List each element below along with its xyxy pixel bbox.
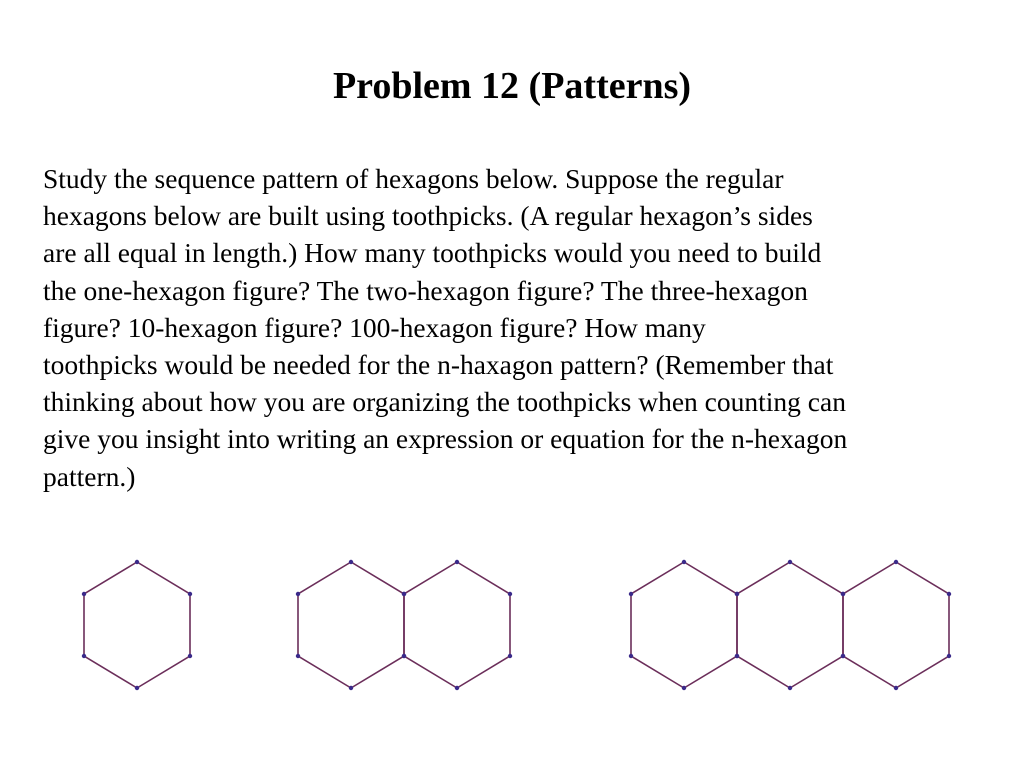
- hexagon-vertex: [508, 592, 512, 596]
- problem-text-line: are all equal in length.) How many toothpicks would you need to build: [43, 237, 822, 269]
- hexagon-vertex: [135, 686, 139, 690]
- hexagon-vertex: [82, 592, 86, 596]
- problem-text: [43, 160, 993, 495]
- problem-text-line: the one-hexagon figure? The two-hexagon figure? The three-hexagon: [43, 274, 808, 306]
- hexagon-vertex: [508, 654, 512, 658]
- hexagon: [631, 562, 737, 688]
- hexagon-vertex: [296, 592, 300, 596]
- hexagon-vertex: [188, 592, 192, 596]
- hexagon-vertex: [629, 654, 633, 658]
- hexagon-vertex: [788, 686, 792, 690]
- hexagon-vertex: [455, 686, 459, 690]
- hexagon-vertex: [349, 686, 353, 690]
- hexagon-vertex: [188, 654, 192, 658]
- hexagon-vertex: [135, 560, 139, 564]
- hexagon-vertex: [629, 592, 633, 596]
- problem-text-line: toothpicks would be needed for the n-haxagon pattern? (Remember that: [43, 349, 834, 381]
- problem-text-line: thinking about how you are organizing the toothpicks when counting can: [43, 386, 846, 418]
- hexagon: [843, 562, 949, 688]
- problem-text-line: hexagons below are built using toothpicks. (A regular hexagon’s sides: [43, 200, 813, 232]
- hexagon-vertex: [296, 654, 300, 658]
- hexagon-figure-2: [296, 560, 512, 690]
- hexagon-vertex: [841, 592, 845, 596]
- hexagon-vertex: [894, 686, 898, 690]
- hexagon: [737, 562, 843, 688]
- hexagon-vertex: [735, 654, 739, 658]
- hexagon: [84, 562, 190, 688]
- hexagon-figure-1: [82, 560, 192, 690]
- hexagon-vertex: [82, 654, 86, 658]
- hexagon-vertex: [947, 654, 951, 658]
- hexagon-vertex: [455, 560, 459, 564]
- hexagon-vertex: [947, 592, 951, 596]
- hexagon-vertex: [349, 560, 353, 564]
- problem-text-line: figure? 10-hexagon figure? 100-hexagon figure? How many: [43, 311, 706, 343]
- hexagon-vertex: [402, 592, 406, 596]
- hexagon-vertex: [682, 560, 686, 564]
- problem-text-line: Study the sequence pattern of hexagons below. Suppose the regular: [43, 163, 784, 194]
- hexagon-vertex: [894, 560, 898, 564]
- hexagon: [298, 562, 404, 688]
- problem-title: Problem 12 (Patterns): [332, 65, 692, 107]
- hexagon-figures: [0, 540, 1024, 710]
- problem-text-line: give you insight into writing an expression or equation for the n-hexagon: [43, 423, 848, 455]
- hexagon-vertex: [682, 686, 686, 690]
- hexagon-vertex: [402, 654, 406, 658]
- hexagon-vertex: [841, 654, 845, 658]
- hexagon: [404, 562, 510, 688]
- problem-text-line: pattern.): [43, 460, 136, 492]
- hexagon-vertex: [735, 592, 739, 596]
- hexagon-vertex: [788, 560, 792, 564]
- hexagon-figure-3: [629, 560, 951, 690]
